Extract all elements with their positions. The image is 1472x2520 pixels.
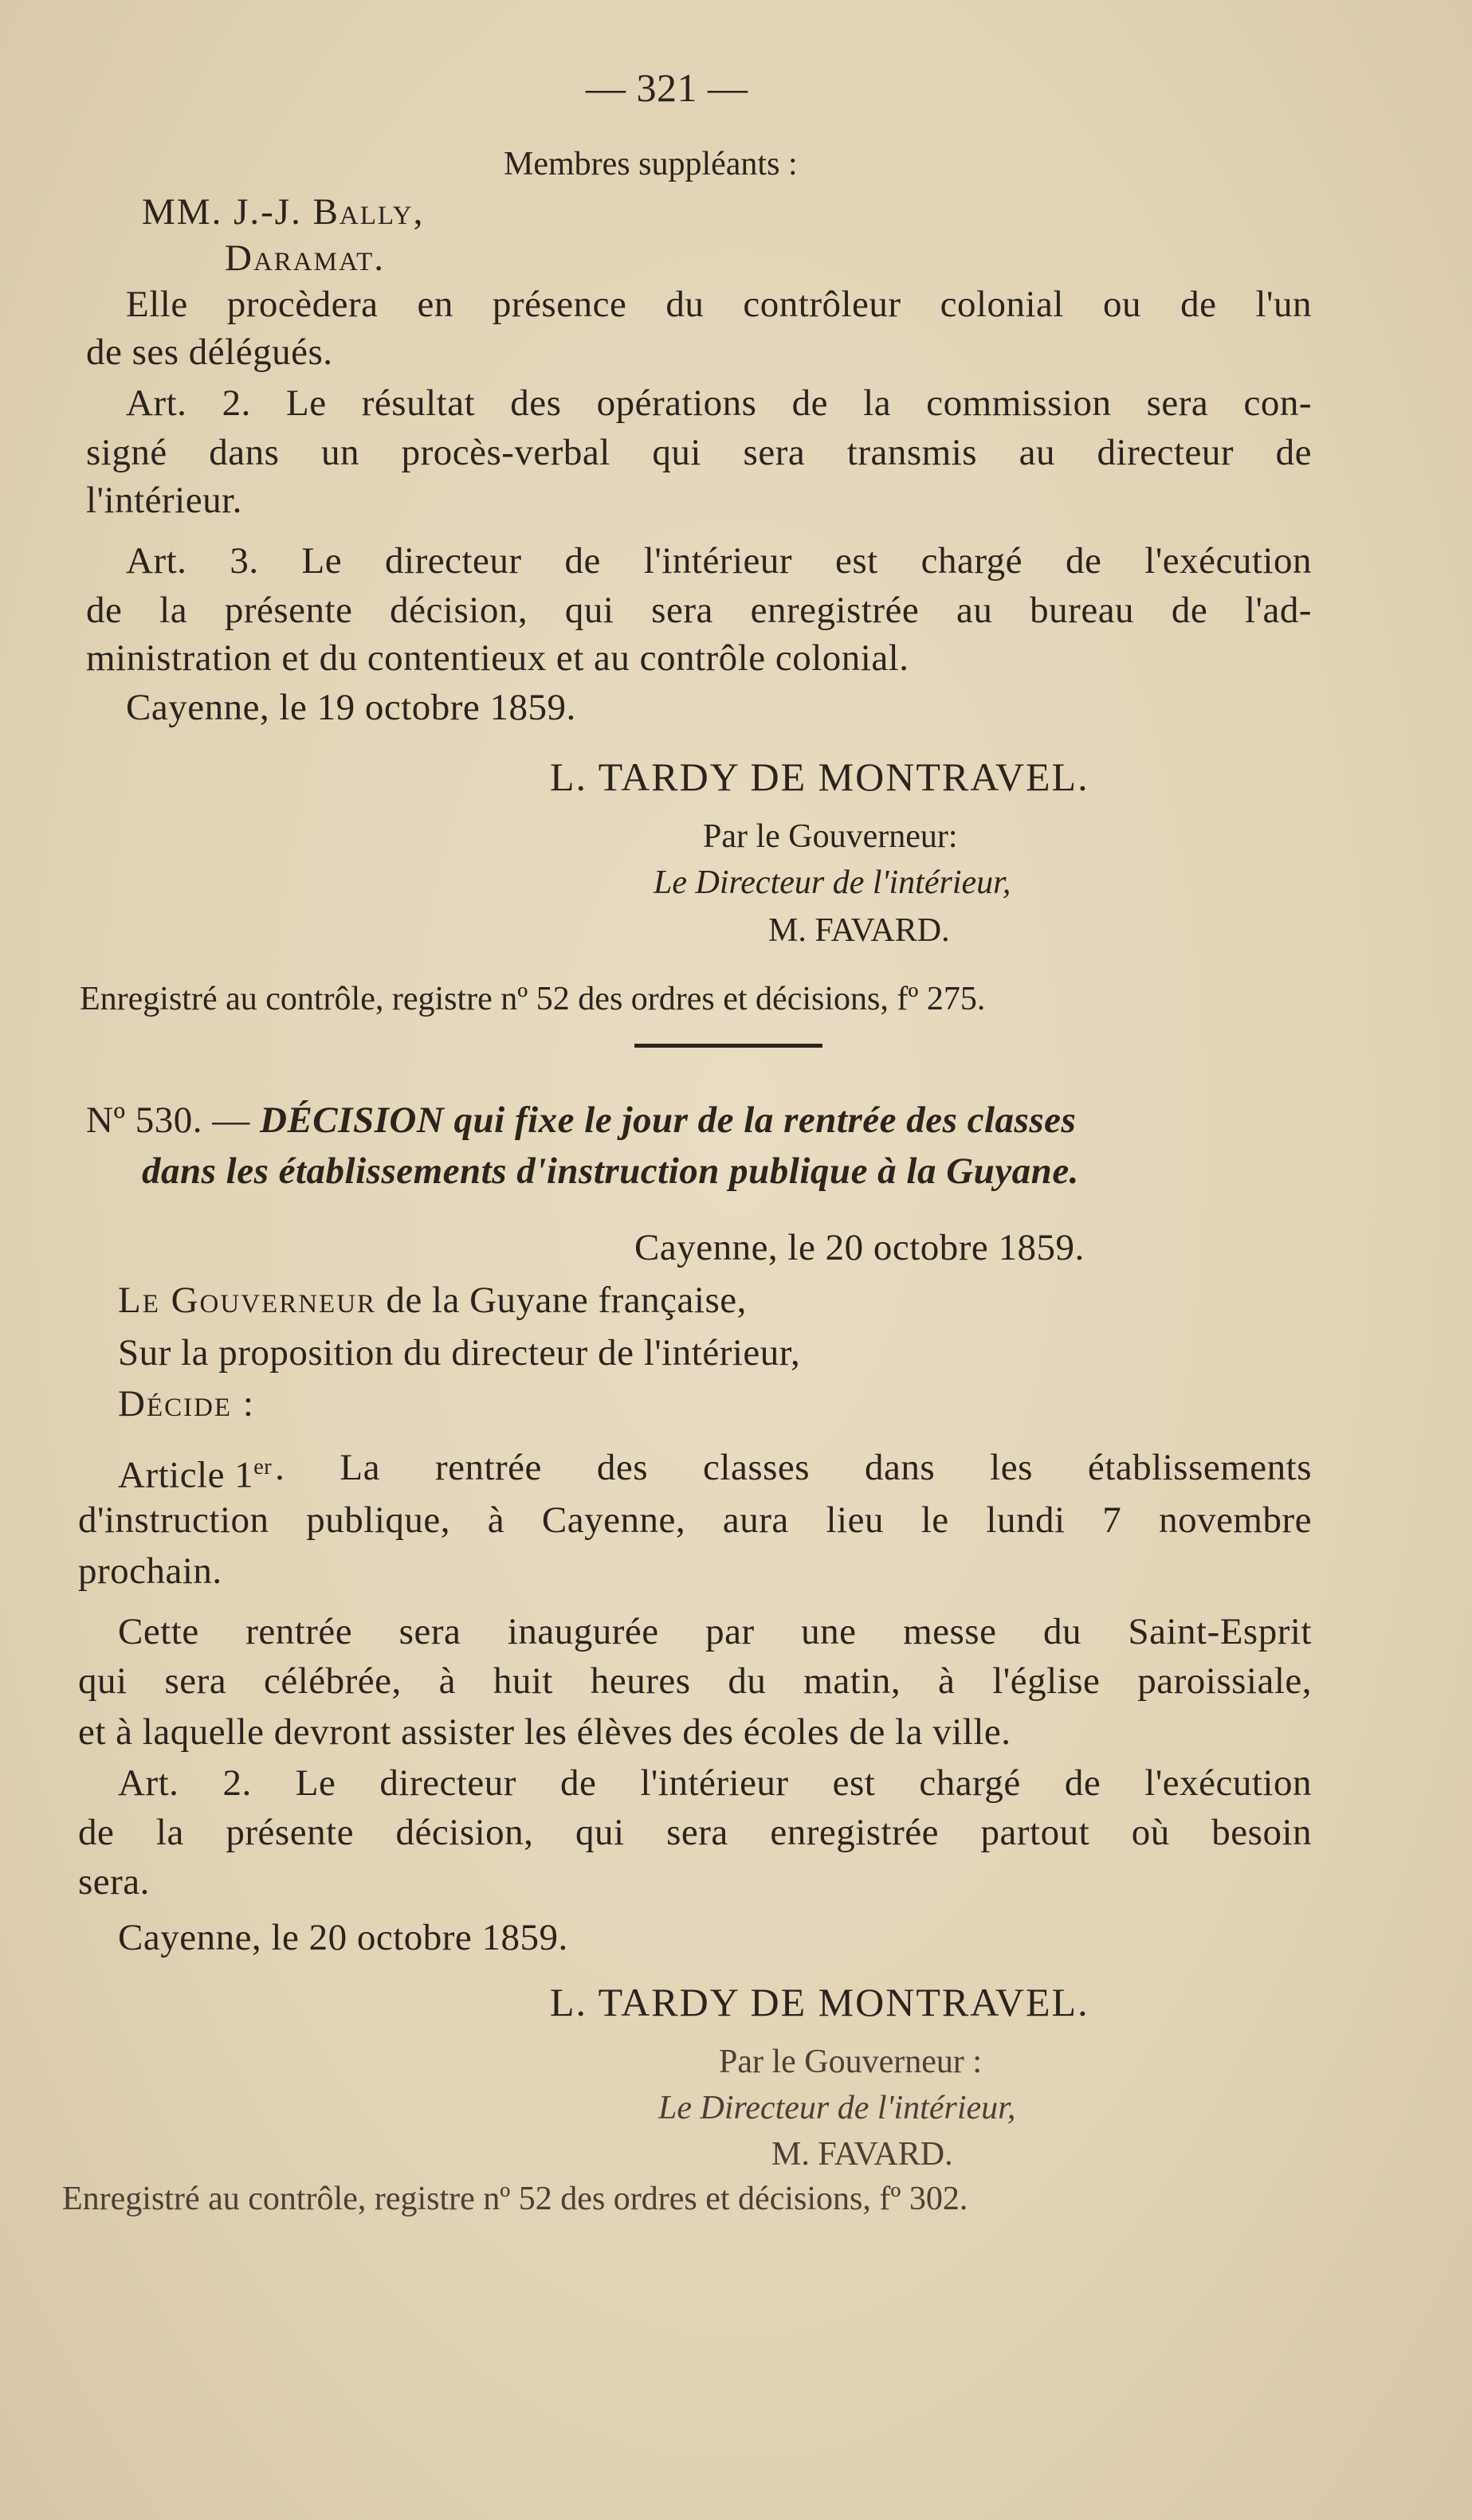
decision-title-line-2: dans les établissements d'instruction publique à la Guyane. — [142, 1150, 1079, 1192]
body-line: d'instruction publique, à Cayenne, aura lieu le lundi 7 novembre — [78, 1499, 1312, 1541]
member-2: Daramat. — [225, 237, 386, 279]
date-line: Cayenne, le 19 octobre 1859. — [126, 687, 576, 728]
decision-number: Nº 530. — — [86, 1099, 250, 1141]
decides-line: Décide : — [118, 1383, 255, 1425]
text-line: Art. 3. Le directeur de l'intérieur est chargé de l'exécution — [126, 540, 1312, 582]
decision-heading — [86, 1096, 1076, 1144]
registration-note-2: Enregistré au contrôle, registre nº 52 des ordres et décisions, fº 302. — [62, 2181, 968, 2217]
body-line: et à laquelle devront assister les élèves des écoles de la ville. — [78, 1711, 1011, 1753]
text-line: de la présente décision, qui sera enregistrée au bureau de l'ad- — [86, 590, 1312, 631]
body-line: de la présente décision, qui sera enregistrée partout où besoin — [78, 1812, 1312, 1853]
body-line: qui sera célébrée, à huit heures du matin, à l'église paroissiale, — [78, 1660, 1312, 1702]
registration-note: Enregistré au contrôle, registre nº 52 des ordres et décisions, fº 275. — [80, 981, 986, 1017]
text-line: l'intérieur. — [86, 480, 242, 521]
article-1-label: Article 1er — [118, 1454, 273, 1496]
text-line: Elle procèdera en présence du contrôleur colonial ou de l'un — [126, 284, 1312, 325]
body-line: Art. 2. Le directeur de l'intérieur est chargé de l'exécution — [118, 1762, 1312, 1804]
member-1: MM. J.-J. Bally, — [142, 191, 425, 233]
governor-suffix: de la Guyane française, — [386, 1280, 747, 1321]
text-line: de ses délégués. — [86, 331, 333, 373]
governor-signature: L. TARDY DE MONTRAVEL. — [550, 754, 1089, 799]
text-line: ministration et du contentieux et au contrôle colonial. — [86, 637, 909, 679]
page-number: — 321 — — [586, 65, 748, 110]
text-line: signé dans un procès-verbal qui sera transmis au directeur de — [86, 432, 1312, 473]
body-line: Cette rentrée sera inaugurée par une messe du Saint-Esprit — [118, 1611, 1312, 1652]
director-name-2: M. FAVARD. — [771, 2136, 953, 2173]
decision-title-line-1: DÉCISION qui fixe le jour de la rentrée des classes — [260, 1099, 1077, 1141]
governor-prefix: Le Gouverneur — [118, 1280, 377, 1321]
by-governor-2: Par le Gouverneur : — [719, 2044, 983, 2080]
text-line: Art. 2. Le résultat des opérations de la commission sera con- — [126, 382, 1312, 424]
section-divider — [634, 1044, 822, 1048]
body-line: prochain. — [78, 1550, 222, 1592]
governor-signature-2: L. TARDY DE MONTRAVEL. — [550, 1980, 1089, 2024]
director-title-2: Le Directeur de l'intérieur, — [658, 2090, 1016, 2126]
director-title: Le Directeur de l'intérieur, — [654, 864, 1011, 901]
article-1-rest: . La rentrée des classes dans les établissements — [275, 1447, 1312, 1488]
header-date: Cayenne, le 20 octobre 1859. — [634, 1227, 1085, 1268]
by-governor: Par le Gouverneur: — [703, 818, 958, 855]
proposition-line: Sur la proposition du directeur de l'intérieur, — [118, 1332, 801, 1374]
closing-date: Cayenne, le 20 octobre 1859. — [118, 1917, 568, 1958]
director-name: M. FAVARD. — [768, 912, 950, 949]
article-1-line — [118, 1444, 1312, 1499]
governor-line — [118, 1276, 747, 1324]
body-line: sera. — [78, 1861, 150, 1903]
members-heading: Membres suppléants : — [504, 146, 798, 182]
